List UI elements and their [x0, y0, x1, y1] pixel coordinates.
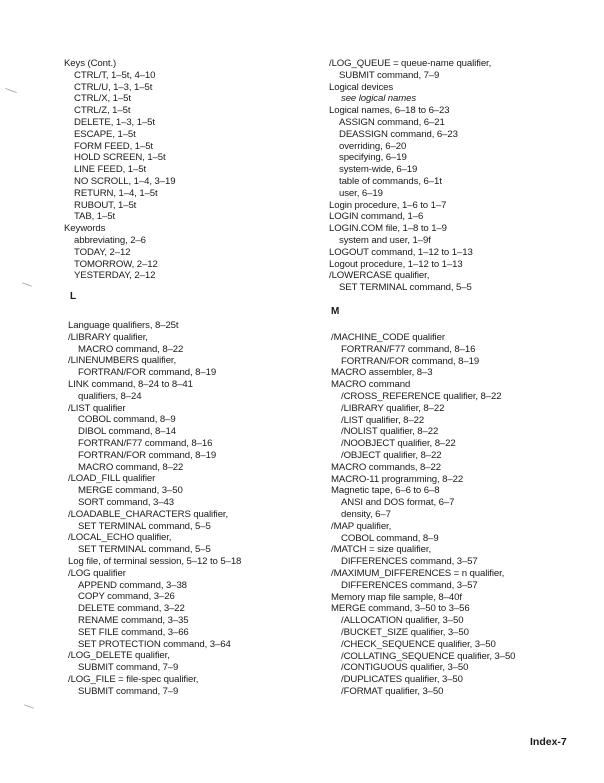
index-subentry: FORTRAN/FOR command, 8–19	[78, 449, 217, 461]
index-subentry: ANSI and DOS format, 6–7	[341, 497, 455, 509]
index-subentry: FORTRAN/FOR command, 8–19	[78, 367, 217, 379]
index-subentry: system and user, 1–9f	[339, 234, 431, 246]
index-entry: Logout procedure, 1–12 to 1–13	[329, 258, 463, 270]
section-heading-m: M	[331, 306, 340, 317]
index-entry: /MACHINE_CODE qualifier	[331, 332, 445, 343]
index-subentry: /OBJECT qualifier, 8–22	[341, 449, 442, 461]
index-subentry: CTRL/Z, 1–5t	[74, 105, 131, 117]
index-entry: MACRO commands, 8–22	[331, 461, 441, 473]
index-subentry: ASSIGN command, 6–21	[339, 116, 445, 128]
index-entry: Login procedure, 1–6 to 1–7	[329, 199, 447, 211]
index-column-right-m	[331, 332, 515, 698]
index-subentry: system-wide, 6–19	[339, 164, 418, 176]
index-entry: LOGOUT command, 1–12 to 1–13	[329, 246, 473, 258]
index-subentry: COPY command, 3–26	[78, 591, 175, 603]
index-entry: /LOCAL_ECHO qualifier,	[68, 532, 172, 544]
margin-mark	[5, 88, 17, 93]
index-subentry: /NOOBJECT qualifier, 8–22	[341, 438, 456, 450]
index-entry: /MAP qualifier,	[331, 520, 392, 532]
index-entry: /LOG_FILE = file-spec qualifier,	[68, 673, 199, 685]
index-subentry: CTRL/U, 1–3, 1–5t	[74, 81, 153, 93]
index-entry: /LOG qualifier	[68, 567, 126, 579]
index-subentry: DEASSIGN command, 6–23	[339, 128, 458, 140]
margin-mark	[24, 704, 34, 708]
section-heading-l: L	[70, 291, 77, 302]
index-subentry: /LIBRARY qualifier, 8–22	[341, 402, 445, 414]
index-subentry: YESTERDAY, 2–12	[74, 270, 156, 282]
index-entry: /LIBRARY qualifier,	[68, 331, 148, 343]
index-column-left-keys	[64, 58, 175, 282]
index-subentry: /COLLATING_SEQUENCE qualifier, 3–50	[341, 650, 516, 662]
index-subentry: specifying, 6–19	[339, 152, 407, 164]
index-subentry: density, 6–7	[341, 508, 391, 520]
index-entry: MERGE command, 3–50 to 3–56	[331, 603, 470, 615]
index-subentry: SUBMIT command, 7–9	[78, 662, 179, 674]
index-subentry: SET TERMINAL command, 5–5	[78, 520, 211, 532]
index-subentry: MERGE command, 3–50	[78, 485, 183, 497]
page-number: Index-7	[530, 736, 567, 748]
index-subentry: DIFFERENCES command, 3–57	[341, 579, 478, 591]
index-subentry: DIBOL command, 8–14	[78, 426, 176, 438]
index-entry: Log file, of terminal session, 5–12 to 5–18	[68, 555, 242, 567]
index-entry: /LINENUMBERS qualifier,	[68, 355, 177, 367]
index-subentry: FORTRAN/F77 command, 8–16	[78, 437, 213, 449]
index-subentry: FORTRAN/F77 command, 8–16	[341, 343, 476, 355]
index-entry: MACRO assembler, 8–3	[331, 367, 433, 379]
index-subentry: DIFFERENCES command, 3–57	[341, 556, 478, 568]
index-subentry: abbreviating, 2–6	[74, 234, 146, 246]
index-subentry: /FORMAT qualifier, 3–50	[341, 685, 444, 697]
index-entry: /MATCH = size qualifier,	[331, 544, 432, 556]
index-entry: Magnetic tape, 6–6 to 6–8	[331, 485, 440, 497]
index-entry: Language qualifiers, 8–25t	[68, 320, 179, 331]
margin-mark	[22, 282, 32, 286]
index-entry: /LOWERCASE qualifier,	[329, 270, 430, 282]
index-subentry: /ALLOCATION qualifier, 3–50	[341, 615, 464, 627]
index-subentry: /DUPLICATES qualifier, 3–50	[341, 674, 463, 686]
index-entry: /LOADABLE_CHARACTERS qualifier,	[68, 508, 229, 520]
index-entry: /LIST qualifier	[68, 402, 126, 414]
index-subentry: RETURN, 1–4, 1–5t	[74, 187, 158, 199]
index-entry: /LOAD_FILL qualifier	[68, 473, 156, 485]
index-subentry: SUBMIT command, 7–9	[78, 685, 179, 697]
index-subentry: user, 6–19	[339, 187, 383, 199]
index-entry: /MAXIMUM_DIFFERENCES = n qualifier,	[331, 567, 505, 579]
index-entry: Keys (Cont.)	[64, 58, 117, 69]
index-subentry: /LIST qualifier, 8–22	[341, 414, 425, 426]
index-subentry: LINE FEED, 1–5t	[74, 164, 147, 176]
index-entry: Logical devices	[329, 81, 394, 93]
index-subentry: /NOLIST qualifier, 8–22	[341, 426, 439, 438]
index-subentry: CTRL/X, 1–5t	[74, 93, 131, 105]
index-subentry: TAB, 1–5t	[74, 211, 116, 223]
index-entry: MACRO-11 programming, 8–22	[331, 473, 464, 485]
index-column-left-l	[68, 320, 241, 698]
index-subentry: SORT command, 3–43	[78, 496, 174, 508]
index-subentry: RUBOUT, 1–5t	[74, 199, 137, 211]
index-subentry: SET FILE command, 3–66	[78, 626, 189, 638]
index-entry: LOGIN command, 1–6	[329, 211, 424, 223]
index-entry: Memory map file sample, 8–40f	[331, 591, 462, 603]
index-subentry: APPEND command, 3–38	[78, 579, 187, 591]
index-subentry: SET PROTECTION command, 3–64	[78, 638, 231, 650]
index-subentry: /CROSS_REFERENCE qualifier, 8–22	[341, 390, 502, 402]
index-subentry: overriding, 6–20	[339, 140, 407, 152]
index-subentry: HOLD SCREEN, 1–5t	[74, 152, 166, 164]
index-subentry: SET TERMINAL command, 5–5	[339, 282, 472, 294]
index-subentry: /CHECK_SEQUENCE qualifier, 3–50	[341, 638, 496, 650]
index-entry: LINK command, 8–24 to 8–41	[68, 378, 193, 390]
index-entry: /LOG_QUEUE = queue-name qualifier,	[329, 58, 492, 69]
index-entry: MACRO command	[331, 379, 411, 391]
index-subentry: COBOL command, 8–9	[341, 532, 439, 544]
index-subentry: /BUCKET_SIZE qualifier, 3–50	[341, 626, 469, 638]
index-subentry: RENAME command, 3–35	[78, 614, 189, 626]
index-entry: Logical names, 6–18 to 6–23	[329, 105, 450, 117]
index-subentry: qualifiers, 8–24	[78, 390, 142, 402]
index-entry: /LOG_DELETE qualifier,	[68, 650, 170, 662]
index-subentry: TODAY, 2–12	[74, 246, 131, 258]
index-entry: LOGIN.COM file, 1–8 to 1–9	[329, 223, 447, 235]
index-subentry: table of commands, 6–1t	[339, 175, 442, 187]
index-subentry: SET TERMINAL command, 5–5	[78, 544, 211, 556]
index-subentry: DELETE, 1–3, 1–5t	[74, 116, 155, 128]
index-subentry: see logical names	[341, 93, 417, 105]
index-subentry: ESCAPE, 1–5t	[74, 128, 136, 140]
index-subentry: MACRO command, 8–22	[78, 343, 184, 355]
index-subentry: SUBMIT command, 7–9	[339, 69, 440, 81]
index-subentry: FORM FEED, 1–5t	[74, 140, 153, 152]
index-subentry: /CONTIGUOUS qualifier, 3–50	[341, 662, 469, 674]
index-subentry: FORTRAN/FOR command, 8–19	[341, 355, 480, 367]
index-subentry: CTRL/T, 1–5t, 4–10	[74, 69, 156, 81]
index-subentry: DELETE command, 3–22	[78, 603, 185, 615]
index-subentry: MACRO command, 8–22	[78, 461, 184, 473]
index-subentry: TOMORROW, 2–12	[74, 258, 158, 270]
index-subentry: COBOL command, 8–9	[78, 414, 176, 426]
index-subentry: NO SCROLL, 1–4, 3–19	[74, 175, 176, 187]
index-column-right-l	[329, 58, 491, 294]
index-entry: Keywords	[64, 223, 106, 235]
